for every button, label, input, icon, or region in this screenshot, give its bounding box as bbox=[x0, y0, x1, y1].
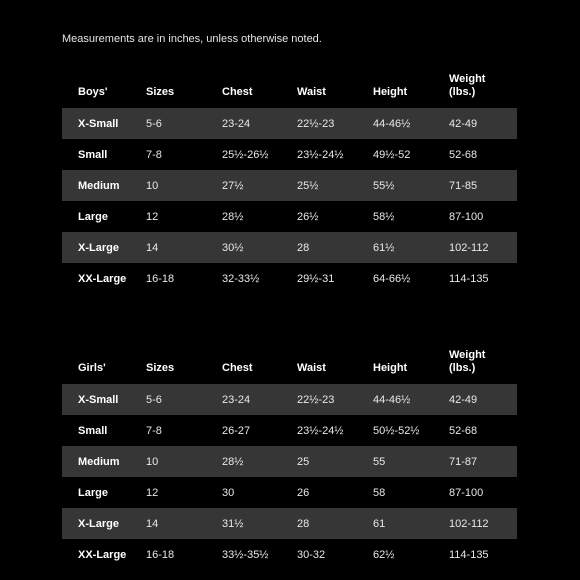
header-weight: Weight (lbs.) bbox=[449, 73, 486, 98]
height-value: 55 bbox=[373, 455, 386, 468]
header-waist: Waist bbox=[297, 362, 326, 374]
table-row bbox=[62, 139, 517, 170]
weight-value: 87-100 bbox=[449, 486, 484, 499]
weight-value: 102-112 bbox=[449, 517, 489, 530]
table-row bbox=[62, 384, 517, 415]
waist-value: 23½-24½ bbox=[297, 148, 344, 161]
header-sizes: Sizes bbox=[146, 362, 175, 374]
height-value: 44-46½ bbox=[373, 117, 411, 130]
header-category: Girls' bbox=[78, 362, 106, 374]
table-row bbox=[62, 539, 517, 570]
size-label: Large bbox=[78, 210, 108, 223]
sizes-value: 12 bbox=[146, 210, 159, 223]
table-row bbox=[62, 263, 517, 294]
table-header-row bbox=[62, 72, 517, 108]
weight-value: 71-87 bbox=[449, 455, 478, 468]
weight-value: 42-49 bbox=[449, 117, 478, 130]
weight-value: 71-85 bbox=[449, 179, 478, 192]
sizes-value: 10 bbox=[146, 179, 159, 192]
sizes-value: 5-6 bbox=[146, 393, 162, 406]
waist-value: 26½ bbox=[297, 210, 319, 223]
chest-value: 23-24 bbox=[222, 393, 251, 406]
weight-value: 114-135 bbox=[449, 272, 489, 285]
height-value: 58½ bbox=[373, 210, 395, 223]
size-label: Small bbox=[78, 424, 108, 437]
chest-value: 23-24 bbox=[222, 117, 251, 130]
sizes-value: 16-18 bbox=[146, 272, 175, 285]
sizes-value: 10 bbox=[146, 455, 159, 468]
boys-size-table bbox=[62, 72, 517, 294]
header-height: Height bbox=[373, 362, 408, 374]
table-row bbox=[62, 477, 517, 508]
size-label: X-Small bbox=[78, 117, 119, 130]
waist-value: 22½-23 bbox=[297, 393, 335, 406]
header-chest: Chest bbox=[222, 86, 253, 98]
header-height: Height bbox=[373, 86, 408, 98]
waist-value: 26 bbox=[297, 486, 310, 499]
waist-value: 22½-23 bbox=[297, 117, 335, 130]
size-label: Medium bbox=[78, 179, 120, 192]
size-label: X-Large bbox=[78, 241, 119, 254]
size-label: Small bbox=[78, 148, 108, 161]
chest-value: 30½ bbox=[222, 241, 244, 254]
chest-value: 32-33½ bbox=[222, 272, 260, 285]
waist-value: 23½-24½ bbox=[297, 424, 344, 437]
waist-value: 25½ bbox=[297, 179, 319, 192]
sizes-value: 7-8 bbox=[146, 148, 162, 161]
sizes-value: 7-8 bbox=[146, 424, 162, 437]
table-row bbox=[62, 170, 517, 201]
header-category: Boys' bbox=[78, 86, 108, 98]
header-sizes: Sizes bbox=[146, 86, 175, 98]
waist-value: 28 bbox=[297, 517, 310, 530]
chest-value: 27½ bbox=[222, 179, 244, 192]
sizes-value: 14 bbox=[146, 517, 159, 530]
size-label: XX-Large bbox=[78, 272, 127, 285]
girls-size-table bbox=[62, 348, 517, 570]
header-waist: Waist bbox=[297, 86, 326, 98]
table-row bbox=[62, 446, 517, 477]
height-value: 61½ bbox=[373, 241, 395, 254]
size-label: X-Small bbox=[78, 393, 119, 406]
size-label: Large bbox=[78, 486, 108, 499]
weight-value: 87-100 bbox=[449, 210, 484, 223]
table-header-row bbox=[62, 348, 517, 384]
table-row bbox=[62, 232, 517, 263]
chest-value: 30 bbox=[222, 486, 235, 499]
sizes-value: 14 bbox=[146, 241, 159, 254]
weight-value: 114-135 bbox=[449, 548, 489, 561]
weight-value: 52-68 bbox=[449, 148, 478, 161]
height-value: 55½ bbox=[373, 179, 395, 192]
waist-value: 29½-31 bbox=[297, 272, 335, 285]
chest-value: 31½ bbox=[222, 517, 244, 530]
chest-value: 28½ bbox=[222, 455, 244, 468]
table-row bbox=[62, 108, 517, 139]
weight-value: 52-68 bbox=[449, 424, 478, 437]
size-label: Medium bbox=[78, 455, 120, 468]
chest-value: 28½ bbox=[222, 210, 244, 223]
height-value: 50½-52½ bbox=[373, 424, 420, 437]
height-value: 44-46½ bbox=[373, 393, 411, 406]
sizes-value: 12 bbox=[146, 486, 159, 499]
chest-value: 33½-35½ bbox=[222, 548, 269, 561]
sizes-value: 5-6 bbox=[146, 117, 162, 130]
sizes-value: 16-18 bbox=[146, 548, 175, 561]
waist-value: 25 bbox=[297, 455, 310, 468]
table-row bbox=[62, 508, 517, 539]
chest-value: 26-27 bbox=[222, 424, 251, 437]
header-chest: Chest bbox=[222, 362, 253, 374]
chest-value: 25½-26½ bbox=[222, 148, 269, 161]
table-row bbox=[62, 415, 517, 446]
weight-value: 42-49 bbox=[449, 393, 478, 406]
height-value: 61 bbox=[373, 517, 386, 530]
height-value: 49½-52 bbox=[373, 148, 411, 161]
waist-value: 28 bbox=[297, 241, 310, 254]
size-label: XX-Large bbox=[78, 548, 127, 561]
table-row bbox=[62, 201, 517, 232]
height-value: 64-66½ bbox=[373, 272, 411, 285]
weight-value: 102-112 bbox=[449, 241, 489, 254]
height-value: 58 bbox=[373, 486, 386, 499]
waist-value: 30-32 bbox=[297, 548, 326, 561]
measurement-note: Measurements are in inches, unless otherwise noted. bbox=[62, 33, 322, 45]
height-value: 62½ bbox=[373, 548, 395, 561]
header-weight: Weight (lbs.) bbox=[449, 349, 486, 374]
size-label: X-Large bbox=[78, 517, 119, 530]
